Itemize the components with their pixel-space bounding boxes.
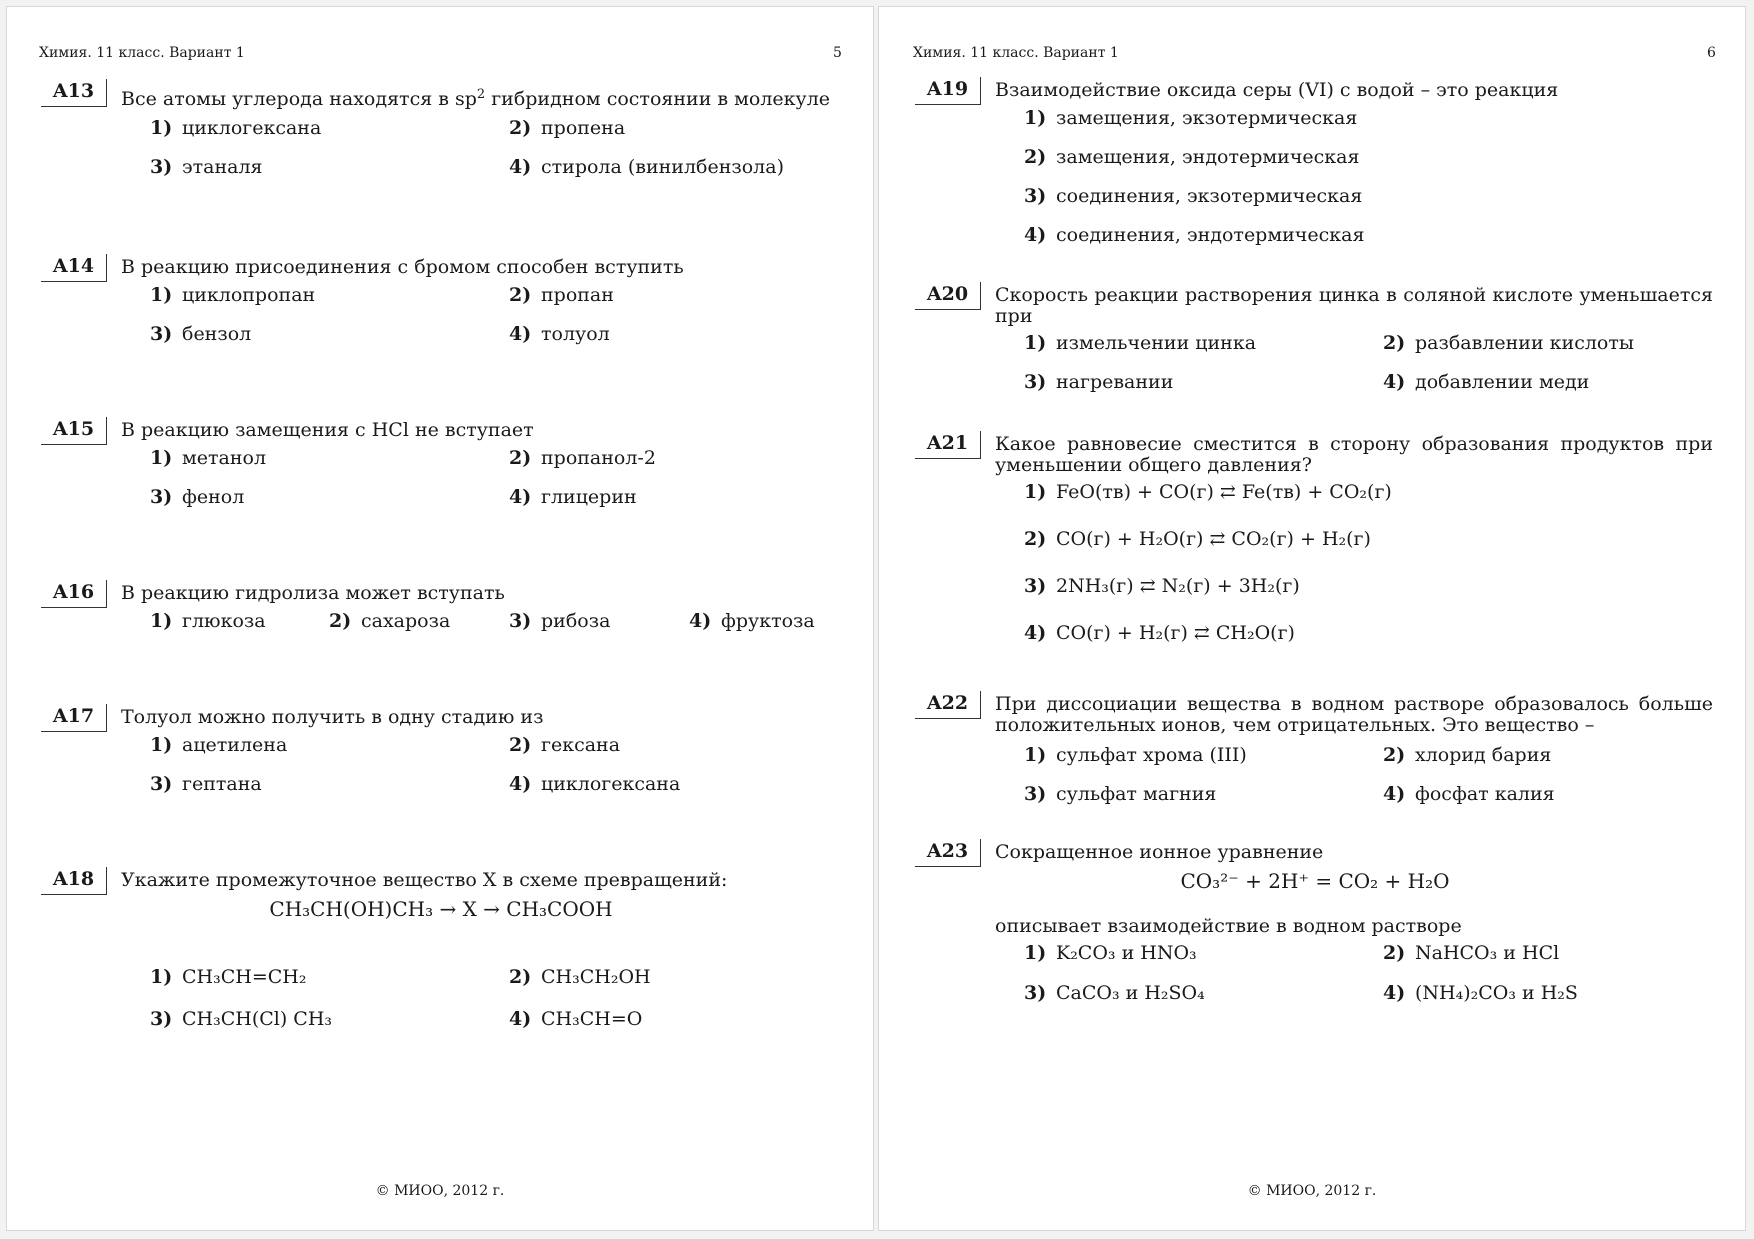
question-text: В реакцию присоединения с бромом способен вступить <box>121 256 684 278</box>
page-header: Химия. 11 класс. Вариант 1 <box>39 45 245 61</box>
answer-option[interactable]: 4) толуол <box>509 323 610 345</box>
question-text-continued: описывает взаимодействие в водном растворе <box>995 915 1462 937</box>
answer-option[interactable]: 1) циклопропан <box>150 284 316 306</box>
answer-option[interactable]: 3) CH₃CH(Cl) CH₃ <box>150 1008 333 1030</box>
answer-option[interactable]: 2) гексана <box>509 734 621 756</box>
answer-option[interactable]: 3) нагревании <box>1024 371 1174 393</box>
page-right <box>878 6 1746 1231</box>
answer-option[interactable]: 4) CO(г) + H₂(г) ⇄ CH₂O(г) <box>1024 622 1295 644</box>
answer-option[interactable]: 1) циклогексана <box>150 117 322 139</box>
answer-option[interactable]: 2) разбавлении кислоты <box>1383 332 1634 354</box>
answer-option[interactable]: 1) измельчении цинка <box>1024 332 1257 354</box>
question-text: Взаимодействие оксида серы (VI) с водой – это реакция <box>995 79 1559 101</box>
answer-option[interactable]: 1) FeO(тв) + CO(г) ⇄ Fe(тв) + CO₂(г) <box>1024 481 1392 503</box>
reaction-scheme: CH₃CH(OH)CH₃ → X → CH₃COOH <box>269 897 613 921</box>
answer-option[interactable]: 4) соединения, эндотермическая <box>1024 224 1365 246</box>
ionic-equation: CO₃²⁻ + 2H⁺ = CO₂ + H₂O <box>1180 869 1450 893</box>
task-label: A16 <box>41 580 107 608</box>
question-text: Толуол можно получить в одну стадию из <box>121 706 544 728</box>
answer-option[interactable]: 3) этаналя <box>150 156 263 178</box>
answer-option[interactable]: 3) CaCO₃ и H₂SO₄ <box>1024 982 1205 1004</box>
answer-option[interactable]: 1) ацетилена <box>150 734 288 756</box>
answer-option[interactable]: 3) рибоза <box>509 610 611 632</box>
answer-option[interactable]: 2) CO(г) + H₂O(г) ⇄ CO₂(г) + H₂(г) <box>1024 528 1371 550</box>
answer-option[interactable]: 2) CH₃CH₂OH <box>509 966 651 988</box>
answer-option[interactable]: 1) CH₃CH=CH₂ <box>150 966 307 988</box>
question-text: В реакцию замещения с HCl не вступает <box>121 419 534 441</box>
answer-option[interactable]: 4) фосфат калия <box>1383 783 1555 805</box>
task-label: A15 <box>41 417 107 445</box>
task-label: A23 <box>915 839 981 867</box>
answer-option[interactable]: 3) 2NH₃(г) ⇄ N₂(г) + 3H₂(г) <box>1024 575 1300 597</box>
page-footer: © МИОО, 2012 г. <box>375 1183 505 1199</box>
answer-option[interactable]: 2) NaHCO₃ и HCl <box>1383 942 1560 964</box>
question-text: В реакцию гидролиза может вступать <box>121 582 505 604</box>
answer-option[interactable]: 3) фенол <box>150 486 245 508</box>
answer-option[interactable]: 4) (NH₄)₂CO₃ и H₂S <box>1383 982 1578 1004</box>
answer-option[interactable]: 3) гептана <box>150 773 262 795</box>
answer-option[interactable]: 4) глицерин <box>509 486 637 508</box>
task-label: A13 <box>41 79 107 107</box>
answer-option[interactable]: 2) хлорид бария <box>1383 744 1552 766</box>
answer-option[interactable]: 1) глюкоза <box>150 610 266 632</box>
question-text: Какое равновесие сместится в сторону образования продуктов при уменьшении общего давления? <box>995 433 1713 476</box>
task-label: A18 <box>41 867 107 895</box>
answer-option[interactable]: 4) циклогексана <box>509 773 681 795</box>
answer-option[interactable]: 2) пропанол-2 <box>509 447 656 469</box>
task-label: A21 <box>915 431 981 459</box>
question-text: Укажите промежуточное вещество X в схеме превращений: <box>121 869 728 891</box>
task-label: A17 <box>41 704 107 732</box>
answer-option[interactable]: 1) метанол <box>150 447 267 469</box>
answer-option[interactable]: 3) сульфат магния <box>1024 783 1217 805</box>
answer-option[interactable]: 1) K₂CO₃ и HNO₃ <box>1024 942 1197 964</box>
page-footer: © МИОО, 2012 г. <box>1247 1183 1377 1199</box>
answer-option[interactable]: 2) пропан <box>509 284 614 306</box>
answer-option[interactable]: 3) соединения, экзотермическая <box>1024 185 1363 207</box>
page-number: 6 <box>1707 45 1716 61</box>
answer-option[interactable]: 2) пропена <box>509 117 626 139</box>
question-text: Сокращенное ионное уравнение <box>995 841 1324 863</box>
answer-option[interactable]: 2) замещения, эндотермическая <box>1024 146 1360 168</box>
answer-option[interactable]: 4) добавлении меди <box>1383 371 1590 393</box>
task-label: A14 <box>41 254 107 282</box>
question-text: Все атомы углерода находятся в $sp^2$ гибридном состоянии в молекуле <box>121 87 831 110</box>
answer-option[interactable]: 4) стирола (винилбензола) <box>509 156 784 178</box>
task-label: A19 <box>915 77 981 105</box>
task-label: A22 <box>915 691 981 719</box>
question-text: Скорость реакции растворения цинка в соляной кислоте уменьшается при <box>995 284 1713 327</box>
page-left <box>6 6 874 1231</box>
task-label: A20 <box>915 282 981 310</box>
answer-option[interactable]: 4) CH₃CH=O <box>509 1008 643 1030</box>
answer-option[interactable]: 2) сахароза <box>329 610 451 632</box>
answer-option[interactable]: 1) замещения, экзотермическая <box>1024 107 1358 129</box>
page-number: 5 <box>833 45 842 61</box>
answer-option[interactable]: 3) бензол <box>150 323 252 345</box>
page-header: Химия. 11 класс. Вариант 1 <box>913 45 1119 61</box>
answer-option[interactable]: 1) сульфат хрома (III) <box>1024 744 1247 766</box>
answer-option[interactable]: 4) фруктоза <box>689 610 815 632</box>
question-text: При диссоциации вещества в водном растворе образовалось больше положительных ионов, чем отрицательных. Это вещество – <box>995 693 1713 736</box>
